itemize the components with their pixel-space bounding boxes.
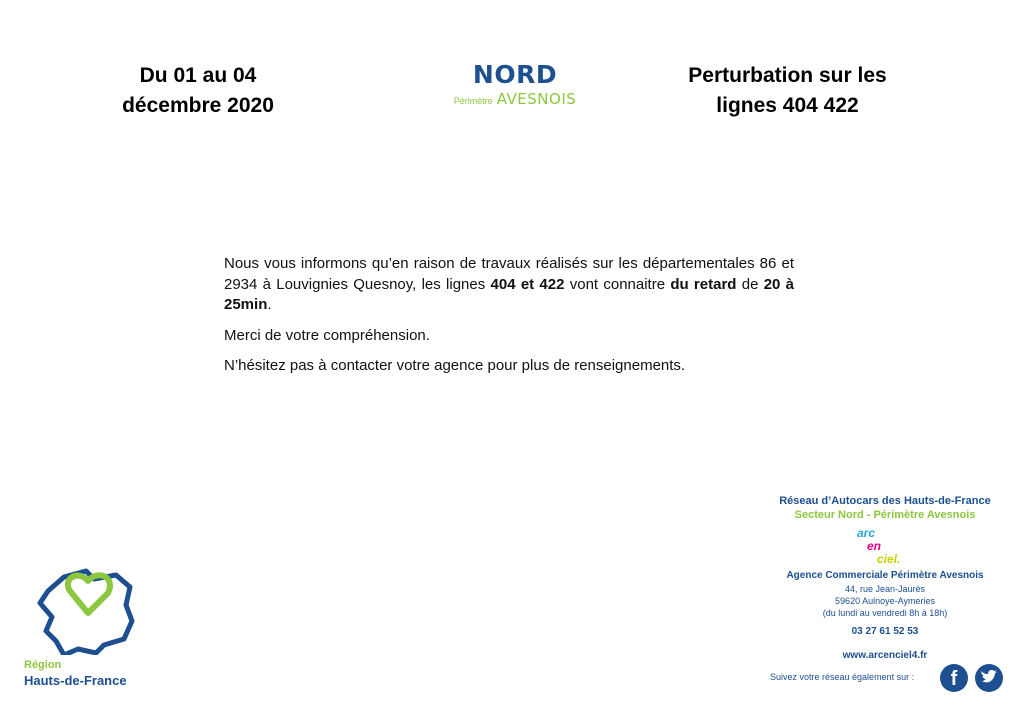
arc-en-ciel-logo-icon [845, 526, 925, 566]
notice-paragraph-3: N’hésitez pas à contacter votre agence pour plus de renseignements. [224, 357, 686, 374]
region-france-heart-icon [34, 565, 139, 655]
logo-nord-text: NORD [472, 60, 558, 89]
notice-paragraph-2: Merci de votre compréhension. [224, 326, 430, 344]
agency-address-street: 44, rue Jean-Jaurès [844, 584, 926, 594]
twitter-icon[interactable] [975, 664, 1003, 692]
facebook-icon[interactable] [940, 664, 968, 692]
agency-address-city: 59620 Aulnoye-Aymeries [835, 596, 935, 606]
twitter-bird-icon [975, 664, 1003, 692]
p1-text-4: . [267, 296, 272, 313]
period-dates-line2: décembre 2020 [122, 94, 274, 117]
p1-duration-bold: 20 à 25min [224, 275, 794, 313]
region-hauts-de-france-logo [24, 565, 159, 695]
arc-logo-word-3: ciel. [877, 552, 901, 566]
region-label: Région [24, 659, 62, 671]
follow-label: Suivez votre réseau également sur : [770, 672, 915, 682]
facebook-glyph: f [950, 668, 958, 690]
agency-phone[interactable]: 03 27 61 52 53 [851, 626, 919, 637]
period-dates-line1: Du 01 au 04 [139, 64, 257, 87]
p1-delay-bold: du retard [670, 275, 737, 293]
page-title [660, 61, 915, 121]
page-title-line1: Perturbation sur les [688, 64, 887, 87]
p1-text-3: de [736, 275, 764, 293]
logo-subtitle [420, 91, 610, 109]
region-name: Hauts-de-France [24, 673, 127, 688]
sector-name: Secteur Nord - Périmètre Avesnois [794, 509, 976, 521]
p1-text-1: Nous vous informons qu’en raison de travaux réalisés sur les départementales 86 et 2934 à Louvignies Quesnoy, les lignes [224, 255, 794, 293]
agency-hours: (du lundi au vendredi 8h à 18h) [822, 608, 948, 618]
agency-name: Agence Commerciale Périmètre Avesnois [786, 570, 984, 581]
period-dates [98, 61, 298, 121]
website-link[interactable]: www.arcenciel4.fr [842, 650, 928, 661]
arc-logo-word-2: en [867, 539, 882, 553]
p1-lines-bold: 404 et 422 [490, 275, 565, 293]
notice-body [224, 254, 794, 387]
notice-paragraph-1 [224, 254, 794, 316]
arc-logo-word-1: arc [857, 526, 876, 540]
nord-avesnois-logo [420, 60, 610, 109]
network-name: Réseau d’Autocars des Hauts-de-France [779, 495, 991, 507]
logo-perimetre-text: Périmètre [453, 96, 493, 106]
logo-avesnois-text: AVESNOIS [496, 90, 577, 108]
contact-block [750, 494, 1020, 663]
page-title-line2: lignes 404 422 [716, 94, 859, 117]
p1-text-2: vont connaitre [564, 275, 671, 293]
social-follow [770, 664, 1020, 694]
